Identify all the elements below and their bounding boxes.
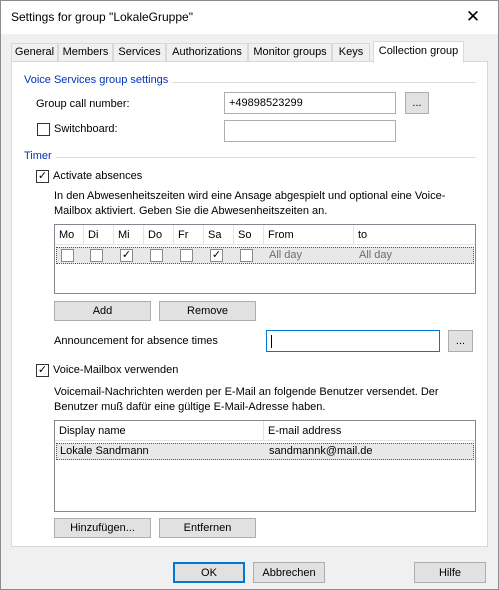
title-bar xyxy=(1,1,498,34)
col-so[interactable]: So xyxy=(234,225,264,245)
recipient-name: Lokale Sandmann xyxy=(60,445,149,457)
announcement-input[interactable] xyxy=(266,330,440,352)
switchboard-label: Switchboard: xyxy=(54,123,118,135)
timer-divider xyxy=(26,157,476,158)
col-di[interactable]: Di xyxy=(84,225,114,245)
add-recipient-button[interactable]: Hinzufügen... xyxy=(54,518,151,538)
tab-general[interactable]: General xyxy=(11,43,58,62)
day-checkbox-so[interactable] xyxy=(240,249,253,262)
tab-members[interactable]: Members xyxy=(58,43,113,62)
cancel-button[interactable]: Abbrechen xyxy=(253,562,325,583)
help-button[interactable]: Hilfe xyxy=(414,562,486,583)
checkmark-icon: ✓ xyxy=(37,364,48,376)
dialog-button-bar xyxy=(1,549,498,589)
absence-table-header xyxy=(55,225,475,245)
tab-authorizations[interactable]: Authorizations xyxy=(166,43,248,62)
absence-description: In den Abwesenheitszeiten wird eine Ansage abgespielt und optional eine Voice-Mailbox aktiviert. Geben Sie die Abwesenheitszeiten an. xyxy=(54,190,446,217)
col-to[interactable]: to xyxy=(358,229,368,241)
add-absence-button[interactable]: Add xyxy=(54,301,151,321)
tab-keys[interactable]: Keys xyxy=(332,43,370,62)
tab-services[interactable]: Services xyxy=(113,43,166,62)
text-caret xyxy=(271,335,272,348)
announcement-browse-button[interactable]: ... xyxy=(448,330,473,352)
announcement-label: Announcement for absence times xyxy=(54,335,218,347)
absence-times-table[interactable] xyxy=(54,224,476,294)
ok-button[interactable]: OK xyxy=(173,562,245,583)
voice-mailbox-checkbox[interactable] xyxy=(36,364,49,377)
recipients-table-header xyxy=(55,421,475,441)
activate-absences-label: Activate absences xyxy=(53,170,143,182)
col-email-address[interactable]: E-mail address xyxy=(268,425,342,437)
absence-to: All day xyxy=(359,249,393,261)
group-call-number-input[interactable]: +49898523299 xyxy=(224,92,396,114)
day-checkbox-fr[interactable] xyxy=(180,249,193,262)
timer-group-label: Timer xyxy=(24,150,56,162)
group-call-number-browse-button[interactable]: ... xyxy=(405,92,429,114)
col-from[interactable]: From xyxy=(264,225,354,245)
voicemail-recipients-table[interactable] xyxy=(54,420,476,512)
table-row[interactable] xyxy=(56,247,474,264)
tab-collection-group[interactable]: Collection group xyxy=(373,41,464,63)
day-checkbox-mo[interactable] xyxy=(61,249,74,262)
col-mi[interactable]: Mi xyxy=(114,225,144,245)
group-call-number-label: Group call number: xyxy=(36,98,130,110)
col-fr[interactable]: Fr xyxy=(174,225,204,245)
tab-monitor-groups[interactable]: Monitor groups xyxy=(248,43,332,62)
remove-recipient-button[interactable]: Entfernen xyxy=(159,518,256,538)
voicemail-description: Voicemail-Nachrichten werden per E-Mail an folgende Benutzer versendet. Der Benutzer muß dafür eine gültige E-Mail-Adresse haben. xyxy=(54,386,439,413)
table-row[interactable] xyxy=(56,443,474,460)
checkmark-icon: ✓ xyxy=(211,249,222,261)
checkmark-icon: ✓ xyxy=(37,170,48,182)
switchboard-checkbox[interactable] xyxy=(37,123,50,136)
recipient-email: sandmannk@mail.de xyxy=(269,445,373,457)
checkmark-icon: ✓ xyxy=(121,249,132,261)
col-display-name[interactable]: Display name xyxy=(55,421,264,441)
col-mo[interactable]: Mo xyxy=(55,225,84,245)
day-checkbox-sa[interactable] xyxy=(210,249,223,262)
col-do[interactable]: Do xyxy=(144,225,174,245)
switchboard-input[interactable] xyxy=(224,120,396,142)
voice-services-group-label: Voice Services group settings xyxy=(24,74,172,86)
day-checkbox-do[interactable] xyxy=(150,249,163,262)
tab-strip xyxy=(11,41,491,62)
voice-mailbox-label: Voice-Mailbox verwenden xyxy=(53,364,179,376)
collection-group-panel xyxy=(11,61,488,547)
day-checkbox-mi[interactable] xyxy=(120,249,133,262)
close-icon[interactable]: ✕ xyxy=(465,7,481,26)
activate-absences-checkbox[interactable] xyxy=(36,170,49,183)
col-sa[interactable]: Sa xyxy=(204,225,234,245)
absence-from: All day xyxy=(269,249,303,261)
day-checkbox-di[interactable] xyxy=(90,249,103,262)
window-title: Settings for group "LokaleGruppe" xyxy=(11,10,193,24)
remove-absence-button[interactable]: Remove xyxy=(159,301,256,321)
